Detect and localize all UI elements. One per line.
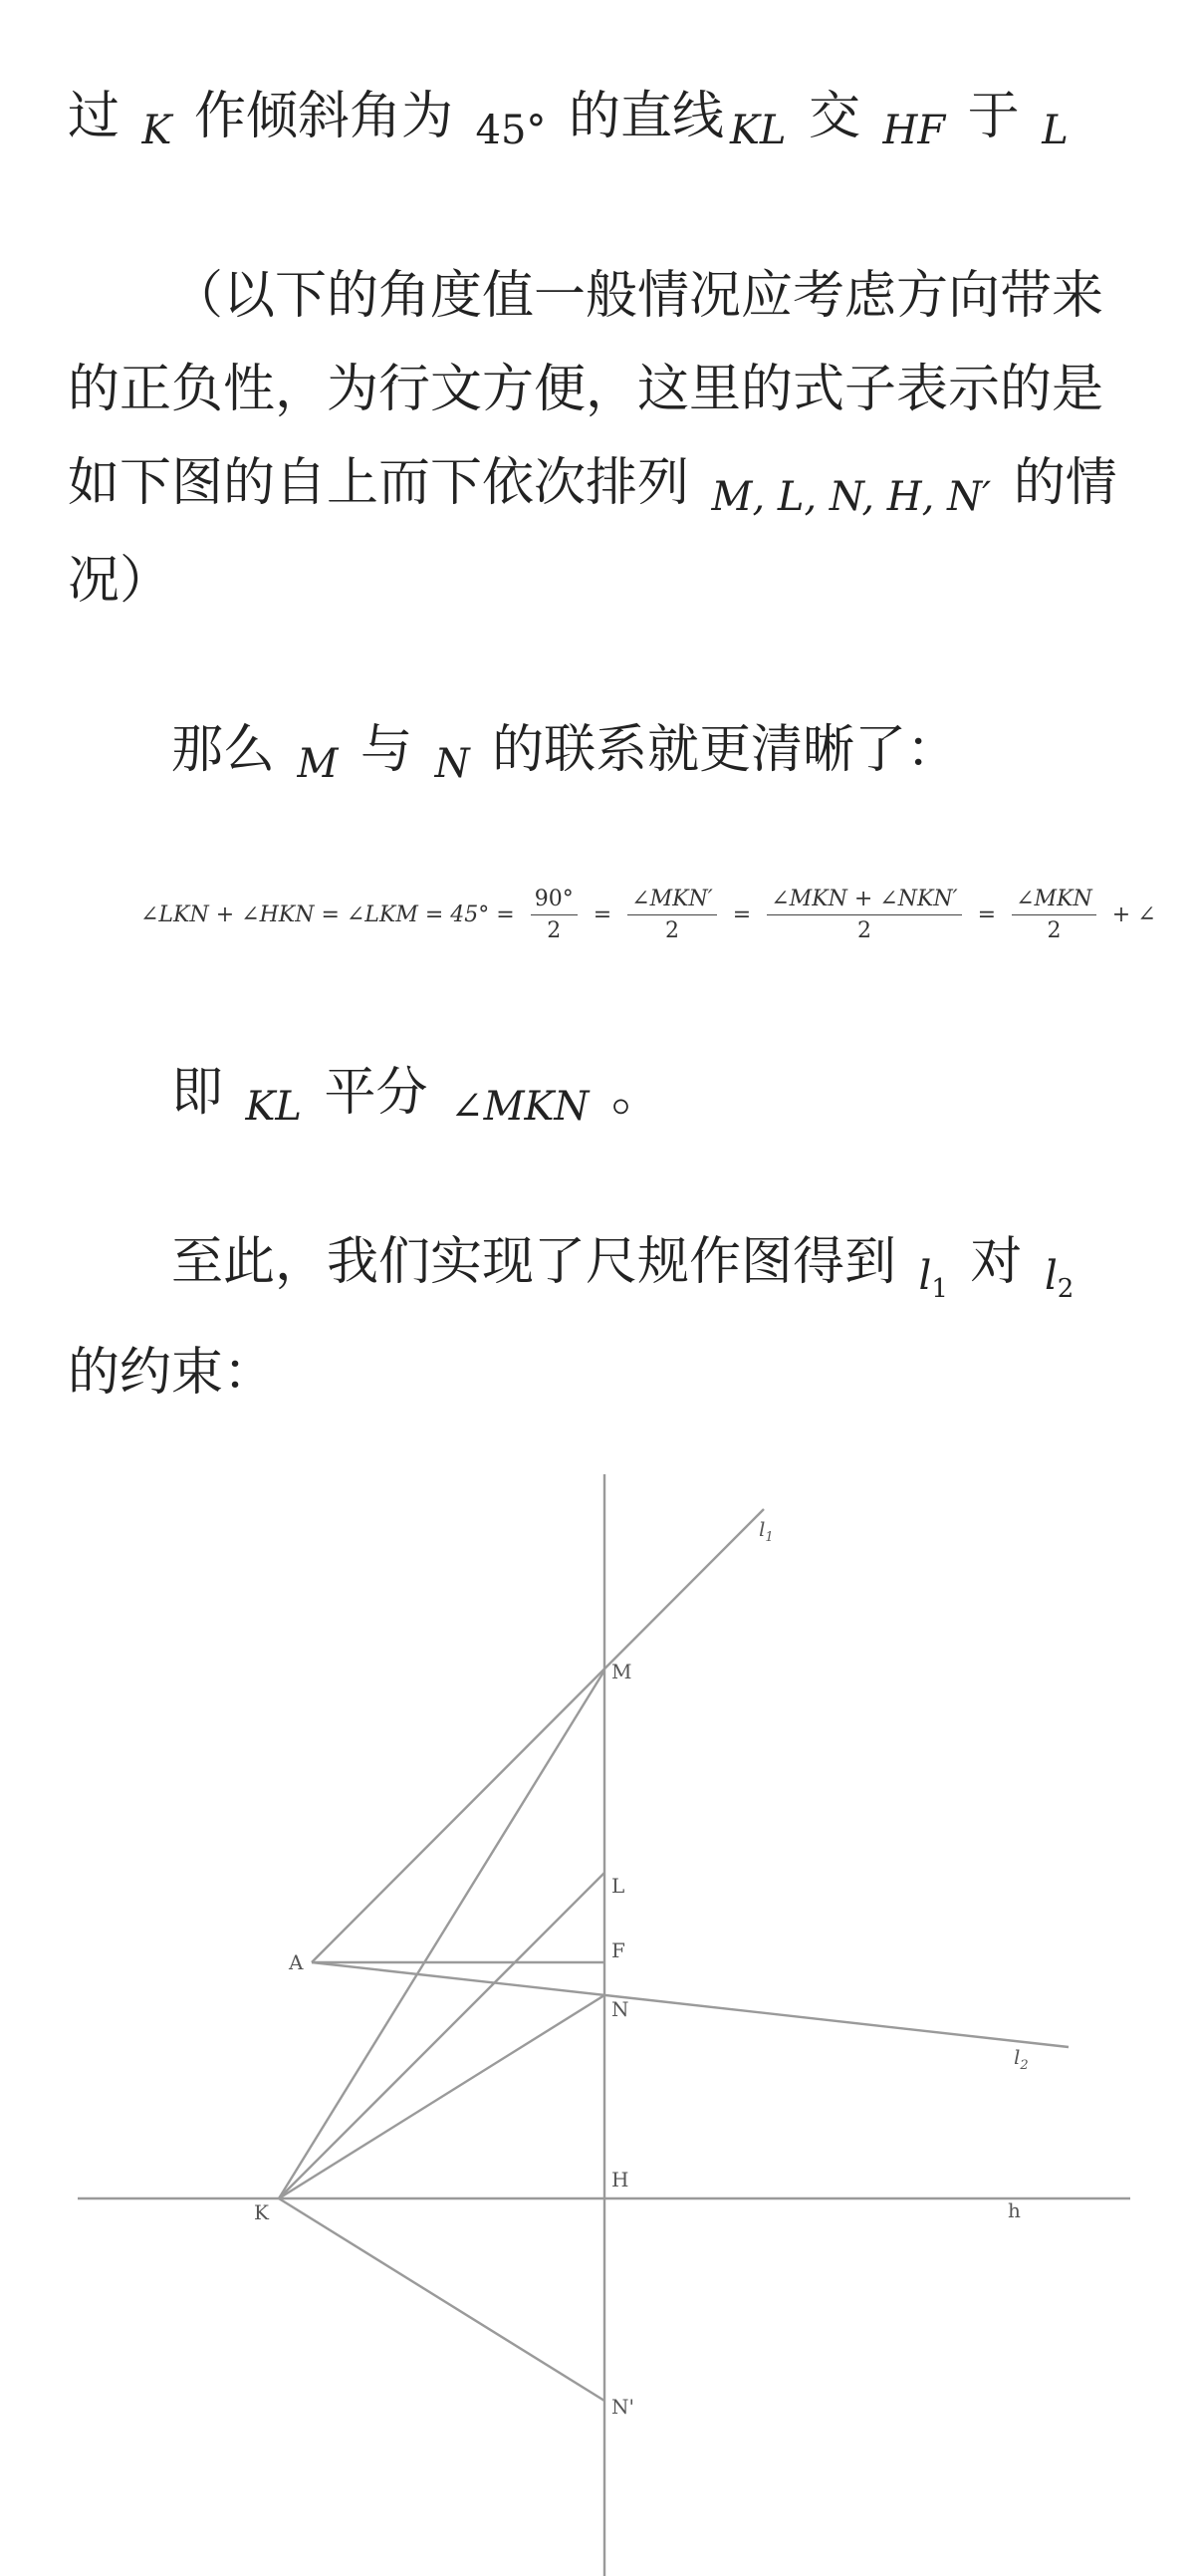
label-a: A — [289, 1950, 304, 1974]
fraction-numerator: ∠MKN′ — [627, 887, 717, 915]
equation-lhs: ∠LKN + ∠HKN = ∠LKM = 45° = — [140, 902, 515, 927]
text: 与 — [360, 720, 413, 780]
fraction-denominator: 2 — [664, 918, 679, 943]
text: 过 — [68, 87, 120, 146]
fraction-numerator: 90° — [531, 887, 578, 915]
math-l2-sub: 2 — [1057, 1274, 1075, 1304]
math-l1-sub: 1 — [931, 1274, 948, 1304]
equals-sign: = — [593, 902, 612, 927]
label-h: H — [611, 2168, 629, 2191]
label-l: L — [611, 1874, 625, 1898]
line-l1 — [312, 1509, 764, 1962]
math-l2-base: l — [1044, 1253, 1058, 1299]
segment-kn-prime — [279, 2198, 604, 2401]
math-kl: KL — [245, 1084, 302, 1130]
paragraph-relation — [68, 703, 1143, 801]
label-l2: $l_2$ — [1014, 2045, 1029, 2073]
paragraph-bisect — [68, 1046, 1143, 1144]
text: 的直线 — [568, 87, 724, 146]
fraction-numerator: ∠MKN + ∠NKN′ — [767, 887, 961, 915]
text: 即 — [171, 1063, 224, 1123]
text: 交 — [808, 87, 860, 146]
fraction-1 — [531, 887, 578, 943]
label-h-axis: h — [1008, 2198, 1021, 2222]
fraction-denominator: 2 — [547, 918, 562, 943]
fraction-denominator: 2 — [1047, 918, 1062, 943]
paragraph-note — [68, 249, 1143, 628]
text: 的联系就更清晰了： — [492, 720, 959, 780]
fraction-2 — [627, 887, 717, 943]
segment-kl — [279, 1873, 604, 2198]
text: 平分 — [324, 1063, 428, 1123]
math-l: L — [1042, 108, 1069, 153]
math-kl: KL — [729, 108, 787, 153]
math-k: K — [141, 108, 172, 153]
math-points-order: M, L, N, H, N′ — [711, 474, 992, 520]
label-m: M — [611, 1660, 632, 1683]
paragraph-construct-kl — [68, 70, 1143, 167]
equals-sign: = — [732, 902, 752, 927]
text: 那么 — [171, 720, 276, 780]
geometry-figure — [0, 1454, 1195, 2576]
fraction-4 — [1012, 887, 1096, 943]
fraction-numerator: ∠MKN — [1012, 887, 1096, 915]
math-l1-base: l — [918, 1253, 932, 1299]
equation-angle-chain — [137, 887, 1156, 956]
math-angle-mkn: ∠MKN — [450, 1084, 590, 1130]
equals-sign: = — [977, 902, 997, 927]
math-l1 — [918, 1253, 948, 1304]
fraction-denominator: 2 — [856, 918, 871, 943]
text: 至此，我们实现了尺规作图得到 — [171, 1232, 897, 1292]
math-hf: HF — [882, 108, 946, 153]
segment-kn — [279, 1995, 604, 2198]
label-n-prime: N' — [611, 2395, 634, 2419]
equation-tail: + ∠ — [1111, 902, 1156, 927]
label-l1: $l_1$ — [759, 1517, 774, 1545]
text: 。 — [610, 1063, 663, 1123]
line-l2 — [312, 1962, 1069, 2047]
label-f: F — [611, 1938, 625, 1962]
text: （以下的角度值一般情况应考虑方向带来的正负性，为行文方便，这里的式子表示的是如下图的自上而下依次排列 — [68, 266, 1104, 513]
label-k: K — [254, 2200, 269, 2224]
label-n: N — [611, 1997, 629, 2021]
text: 的约束： — [68, 1343, 276, 1403]
math-m: M — [297, 741, 339, 787]
fraction-3 — [767, 887, 961, 943]
text: 作倾斜角为 — [193, 87, 453, 146]
math-45deg: 45° — [475, 108, 547, 153]
text: 于 — [967, 87, 1020, 146]
segment-km — [279, 1671, 604, 2198]
paragraph-conclusion — [68, 1215, 1143, 1419]
math-l2 — [1044, 1253, 1075, 1304]
text: 的情况） — [68, 453, 1117, 611]
math-n: N — [434, 741, 470, 787]
text: 对 — [970, 1232, 1023, 1292]
